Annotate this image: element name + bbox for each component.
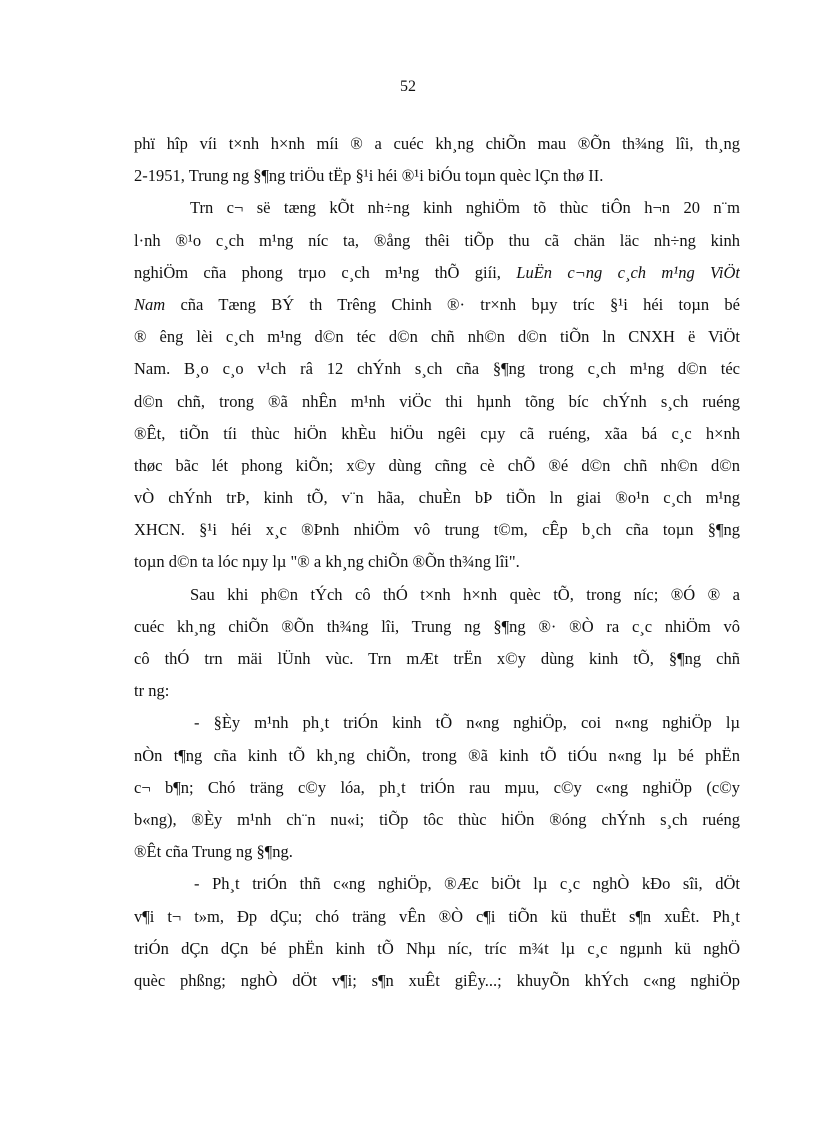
text-line [134, 289, 740, 321]
text-line: v¶i t¬ t»m, Ðp dÇu; chó träng vÊn ®Ò c¶i tiÕn kü thuËt s¶n xuÊt. Ph¸t [134, 906, 740, 926]
text-line [134, 257, 740, 289]
body-text [134, 128, 740, 997]
text-line: c¬ b¶n; Chó träng c©y lóa, ph¸t triÓn rau mµu, c©y c«ng nghiÖp (c©y [134, 777, 740, 797]
text-line: cô thÓ trn mäi lÜnh vùc. Trn mÆt trËn x©y dùng kinh tÕ, §¶ng chñ [134, 649, 740, 668]
text-segment: cña Tæng BÝ th Trêng Chinh ®· tr×nh bµy tríc §¹i héi toµn bé [165, 294, 740, 314]
text-line: l·nh ®¹o c¸ch m¹ng níc ta, ®ång thêi tiÕp thu cã chän läc nh÷ng kinh [134, 230, 740, 250]
text-line: toµn d©n ta lóc nµy lµ "® a kh¸ng chiÕn ®Õn th¾ng lîi". [134, 552, 520, 572]
text-segment: nghiÖm cña phong trµo c¸ch m¹ng thÕ giíi, [134, 262, 517, 282]
italic-title: LuËn c¬ng c¸ch m¹ng ViÖt [516, 262, 740, 282]
text-line: phï hîp víi t×nh h×nh míi ® a cuéc kh¸ng chiÕn mau ®Õn th¾ng lîi, th¸ng [134, 134, 740, 153]
text-line: - §Èy m¹nh ph¸t triÓn kinh tÕ n«ng nghiÖp, coi n«ng nghiÖp lµ [194, 713, 740, 733]
text-line: b«ng), ®Èy m¹nh ch¨n nu«i; tiÕp tôc thùc hiÖn ®óng chÝnh s¸ch ruéng [134, 809, 740, 829]
text-line: Nam. B¸o c¸o v¹ch râ 12 chÝnh s¸ch cña §¶ng trong c¸ch m¹ng d©n téc [134, 359, 740, 379]
text-line: XHCN. §¹i héi x¸c ®Þnh nhiÖm vô trung t©m, cÊp b¸ch cña toµn §¶ng [134, 520, 740, 540]
text-line: thøc bãc lét phong kiÕn; x©y dùng cñng cè chÕ ®é d©n chñ nh©n d©n [134, 455, 740, 475]
page-number: 52 [400, 78, 416, 95]
text-line: triÓn dÇn dÇn bé phËn kinh tÕ Nhµ níc, tríc m¾t lµ c¸c ngµnh kü nghÖ [134, 938, 740, 958]
text-line: quèc phßng; nghÒ dÖt v¶i; s¶n xuÊt giÊy...; khuyÕn khÝch c«ng nghiÖp [134, 970, 740, 990]
text-line: ®Êt, tiÕn tíi thùc hiÖn khÈu hiÖu ngêi cµy cã ruéng, xãa bá c¸c h×nh [134, 423, 740, 443]
text-line: vÒ chÝnh trÞ, kinh tÕ, v¨n hãa, chuÈn bÞ tiÕn ln giai ®o¹n c¸ch m¹ng [134, 488, 740, 508]
text-line: ®Êt cña Trung ng §¶ng. [134, 842, 293, 862]
text-line: nÒn t¶ng cña kinh tÕ kh¸ng chiÕn, trong ®ã kinh tÕ tiÓu n«ng lµ bé phËn [134, 745, 740, 765]
text-line: ® êng lèi c¸ch m¹ng d©n téc d©n chñ nh©n d©n tiÕn ln CNXH ë ViÖt [134, 327, 740, 347]
text-line: cuéc kh¸ng chiÕn ®Õn th¾ng lîi, Trung ng §¶ng ®· ®Ò ra c¸c nhiÖm vô [134, 616, 740, 636]
text-line: Trn c¬ së tæng kÕt nh÷ng kinh nghiÖm tõ thùc tiÔn h¬n 20 n¨m [190, 198, 740, 218]
text-line: 2-1951, Trung ng §¶ng triÖu tËp §¹i héi ®¹i biÓu toµn quèc lÇn thø II. [134, 166, 604, 186]
italic-title: Nam [134, 294, 166, 314]
text-line: tr ng: [134, 681, 170, 701]
text-line: d©n chñ, trong ®ã nhÊn m¹nh viÖc thi hµnh tõng bíc chÝnh s¸ch ruéng [134, 391, 740, 411]
text-line: - Ph¸t triÓn thñ c«ng nghiÖp, ®Æc biÖt lµ c¸c nghÒ kÐo sîi, dÖt [194, 874, 740, 894]
text-line: Sau khi ph©n tÝch cô thÓ t×nh h×nh quèc tÕ, trong níc; ®Ó ® a [190, 584, 740, 604]
